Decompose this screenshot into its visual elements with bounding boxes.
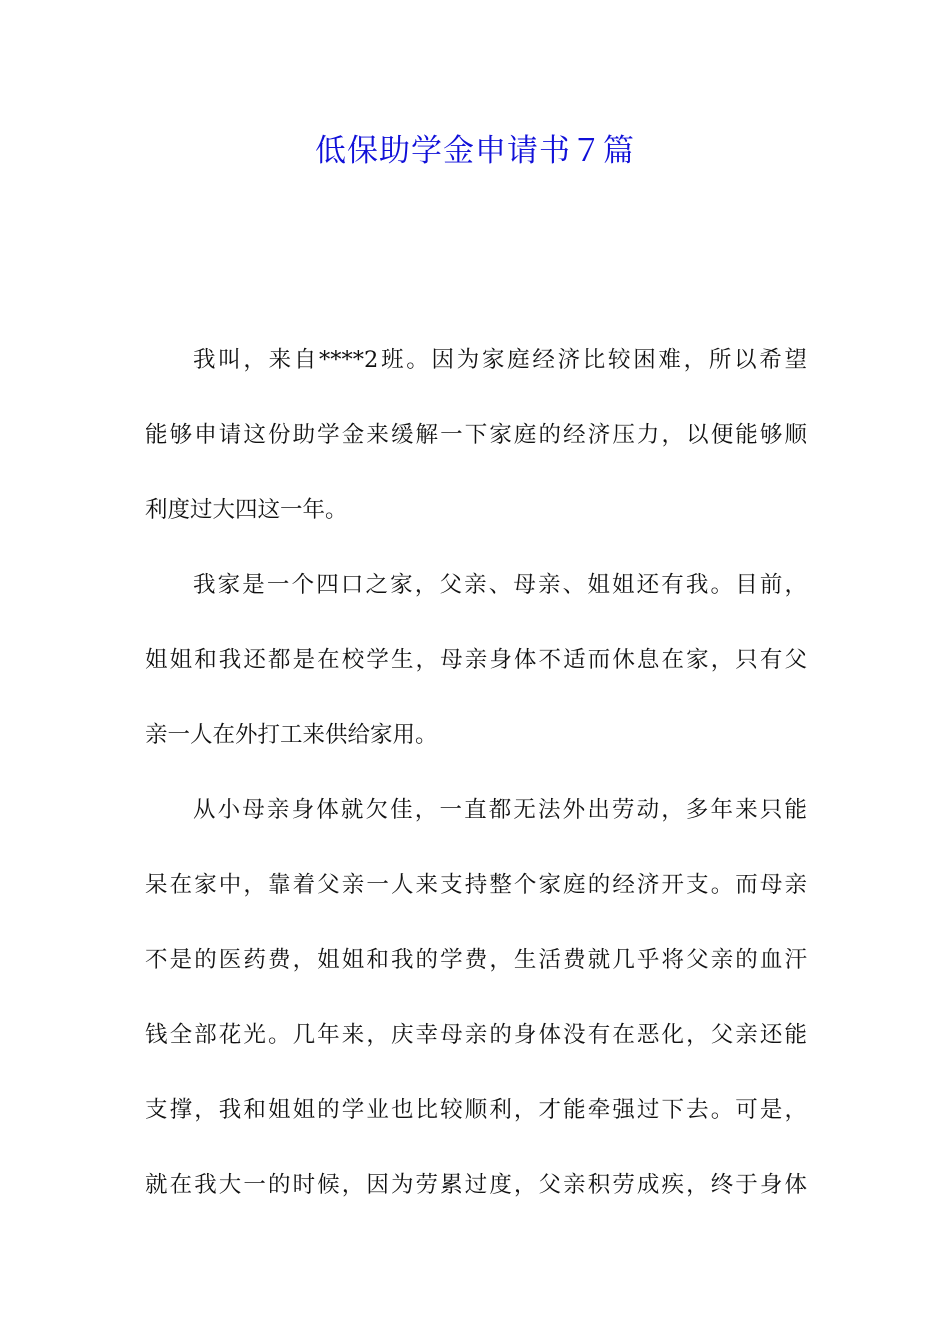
document-title: 低保助学金申请书７篇 xyxy=(315,133,635,169)
paragraph-line: 从小母亲身体就欠佳，一直都无法外出劳动，多年来只能 xyxy=(193,797,807,823)
document-body xyxy=(145,338,807,1238)
paragraph-line: 呆在家中，靠着父亲一人来支持整个家庭的经济开支。而母亲 xyxy=(145,872,807,898)
paragraph-line: 我家是一个四口之家，父亲、母亲、姐姐还有我。目前， xyxy=(193,572,807,598)
paragraph-line: 利度过大四这一年。 xyxy=(145,497,348,523)
paragraph-line: 亲一人在外打工来供给家用。 xyxy=(145,722,438,748)
paragraph-line: 钱全部花光。几年来，庆幸母亲的身体没有在恶化，父亲还能 xyxy=(145,1022,807,1048)
paragraph-line: 支撑，我和姐姐的学业也比较顺利，才能牵强过下去。可是， xyxy=(145,1097,807,1123)
paragraph-line: 能够申请这份助学金来缓解一下家庭的经济压力，以便能够顺 xyxy=(145,422,807,448)
paragraph-line: 我叫，来自****2班。因为家庭经济比较困难，所以希望 xyxy=(193,347,807,373)
paragraph-line: 就在我大一的时候，因为劳累过度，父亲积劳成疾，终于身体 xyxy=(145,1172,807,1198)
paragraph-line: 不是的医药费，姐姐和我的学费，生活费就几乎将父亲的血汗 xyxy=(145,947,807,973)
paragraph-line: 姐姐和我还都是在校学生，母亲身体不适而休息在家，只有父 xyxy=(145,647,807,673)
